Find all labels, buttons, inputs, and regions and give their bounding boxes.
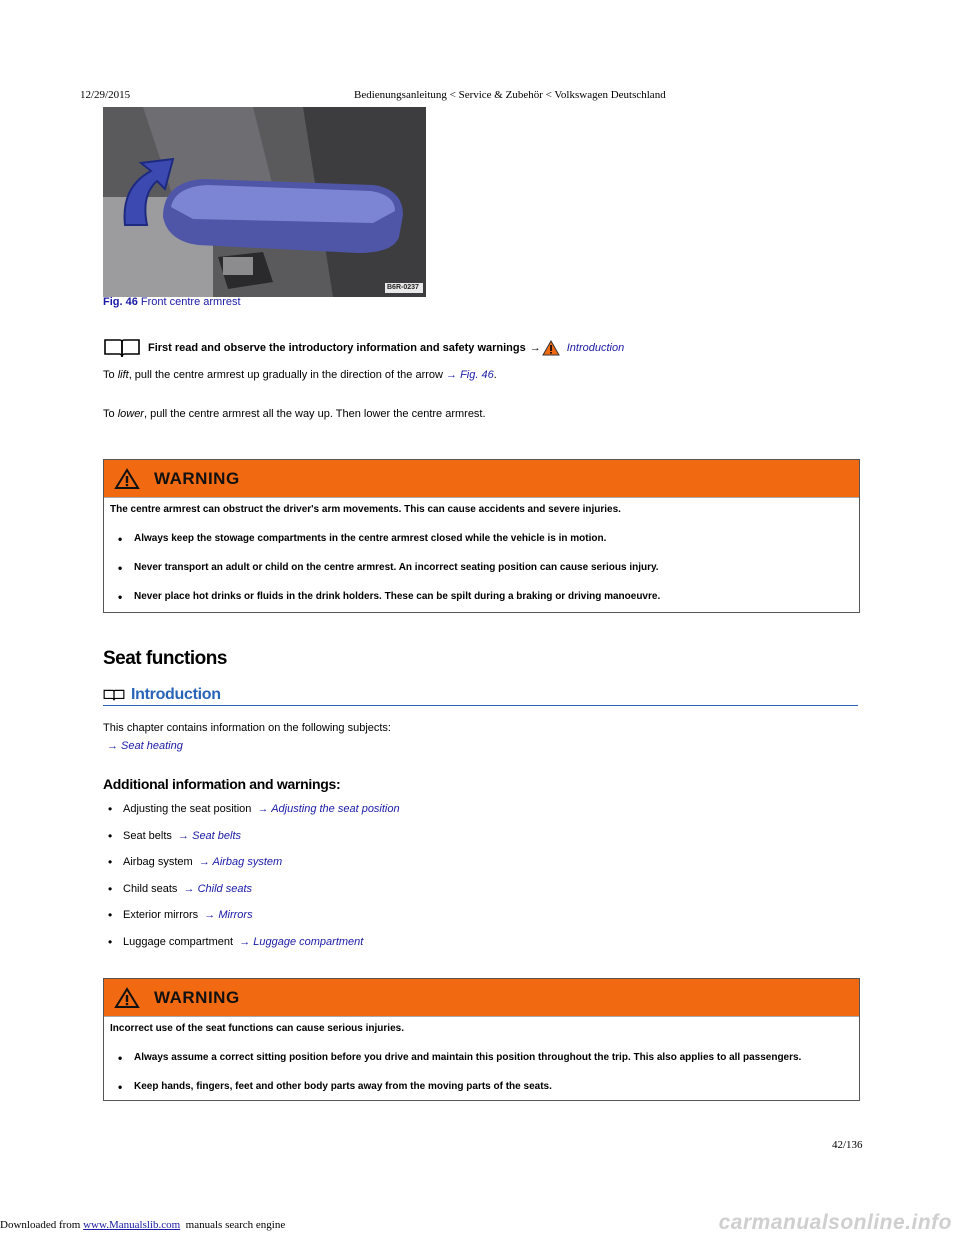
warning-box-seat-functions	[103, 978, 860, 1101]
warning-item: • Never place hot drinks or fluids in the drink holders. These can be spilt during a braking or driving manoeuvre.	[134, 591, 853, 602]
list-item-link[interactable]: → Child seats	[183, 882, 253, 895]
list-item-label: Luggage compartment	[123, 935, 234, 948]
chapter-text: This chapter contains information on the following subjects:	[103, 722, 391, 734]
warning-body	[104, 498, 859, 610]
para-lift-end: .	[493, 369, 497, 381]
additional-heading: Additional information and warnings:	[103, 776, 341, 792]
section-subtitle: Introduction	[131, 686, 221, 703]
list-item-link[interactable]: → Airbag system	[198, 856, 283, 868]
warning-item: • Always assume a correct sitting position before you drive and maintain this position throughout the trip. This also applies to all passengers.	[134, 1052, 853, 1063]
warning-title: WARNING	[154, 468, 240, 488]
list-item	[108, 803, 400, 830]
warning-item: • Keep hands, fingers, feet and other body parts away from the moving parts of the seats.	[134, 1081, 853, 1092]
warning-triangle-icon	[114, 468, 140, 490]
intro-arrow: →	[529, 342, 541, 354]
section-title: Seat functions	[103, 648, 227, 669]
warning-header	[104, 460, 859, 498]
warning-lead: The centre armrest can obstruct the driver's arm movements. This can cause accidents and severe injuries.	[110, 504, 621, 515]
figure-code: B6R-0237	[387, 284, 419, 291]
para-lift-after: , pull the centre armrest up gradually in the direction of the arrow	[128, 369, 447, 381]
para-lift-before: To	[103, 369, 118, 381]
list-item	[108, 856, 400, 883]
manualslib-link[interactable]: www.Manualslib.com	[83, 1219, 181, 1231]
warning-lead: Incorrect use of the seat functions can cause serious injuries.	[110, 1023, 404, 1034]
figure-caption-text: Front centre armrest	[140, 296, 241, 308]
list-item-label: Seat belts	[123, 829, 172, 842]
warning-title: WARNING	[154, 987, 240, 1007]
intro-link[interactable]: Introduction	[566, 342, 625, 354]
list-item-link[interactable]: → Seat belts	[178, 829, 242, 842]
warning-list	[110, 533, 853, 602]
list-item-label: Exterior mirrors	[123, 909, 199, 921]
seat-heating-link[interactable]: → Seat heating	[107, 740, 183, 752]
footer-prefix: Downloaded from	[0, 1219, 84, 1231]
warning-item: • Always keep the stowage compartments in the centre armrest closed while the vehicle is in motion.	[134, 533, 853, 544]
watermark: carmanualsonline.info	[718, 1211, 952, 1234]
intro-note	[103, 337, 624, 359]
para-lower-em: lower	[117, 408, 144, 420]
warning-list	[110, 1052, 853, 1092]
list-item	[108, 883, 400, 910]
para-lift-em: lift	[117, 369, 129, 381]
section-subtitle-row	[103, 685, 858, 706]
warning-header	[104, 979, 859, 1017]
list-item	[108, 830, 400, 857]
book-icon	[103, 687, 125, 703]
download-footer	[0, 1219, 285, 1231]
warning-triangle-icon	[114, 987, 140, 1009]
header-date: 12/29/2015	[80, 89, 131, 101]
warning-box-armrest	[103, 459, 860, 613]
para-lower-after: , pull the centre armrest all the way up. Then lower the centre armrest.	[143, 408, 486, 420]
book-icon	[103, 337, 141, 359]
list-item-link[interactable]: → Mirrors	[204, 909, 253, 921]
additional-list	[108, 803, 400, 962]
warning-triangle-icon	[542, 340, 560, 356]
warning-body	[104, 1017, 859, 1100]
para-lower	[103, 408, 486, 420]
intro-note-text: First read and observe the introductory information and safety warnings	[148, 342, 526, 354]
list-item-label: Airbag system	[123, 856, 193, 868]
list-item	[108, 936, 400, 963]
list-item-label: Child seats	[123, 882, 178, 895]
list-item-link[interactable]: → Luggage compartment	[239, 935, 364, 948]
armrest-illustration	[103, 107, 426, 297]
list-item-link[interactable]: → Adjusting the seat position	[257, 803, 400, 815]
list-item-label: Adjusting the seat position	[123, 803, 252, 815]
warning-item: • Never transport an adult or child on the centre armrest. An incorrect seating position can cause serious injury.	[134, 562, 853, 573]
figure-caption-label: Fig. 46	[103, 296, 138, 308]
list-item	[108, 909, 400, 936]
footer-suffix: manuals search engine	[180, 1219, 286, 1231]
para-lift	[103, 369, 497, 381]
figure-caption	[103, 296, 241, 308]
fig-46-link[interactable]: → Fig. 46	[446, 369, 494, 381]
page-number: 42/136	[832, 1139, 863, 1151]
para-lower-before: To	[103, 408, 118, 420]
header-title: Bedienungsanleitung < Service & Zubehör < Volkswagen Deutschland	[354, 89, 666, 101]
armrest-figure	[103, 107, 426, 297]
